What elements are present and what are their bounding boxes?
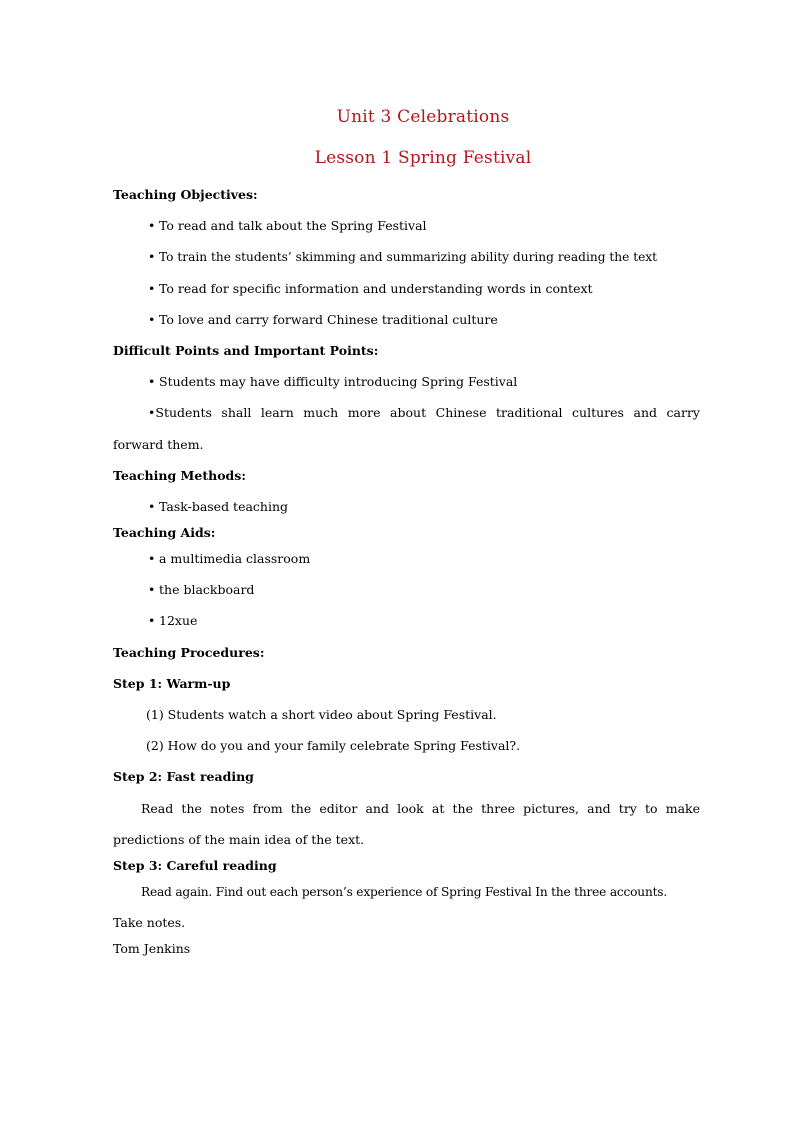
bullet-icon: •	[148, 499, 156, 514]
objectives-heading: Teaching Objectives:	[113, 187, 258, 202]
bullet-icon: •	[148, 405, 156, 420]
step1-heading: Step 1: Warm-up	[113, 676, 231, 691]
bullet-icon: •	[148, 281, 156, 296]
bullet-icon: •	[148, 218, 156, 233]
aid-item-text: 12xue	[159, 613, 198, 628]
step3-paragraph-line: Take notes.	[113, 915, 186, 930]
objective-item-text: To read for specific information and understanding words in context	[159, 281, 593, 296]
methods-heading: Teaching Methods:	[113, 468, 246, 483]
aid-item-text: a multimedia classroom	[159, 551, 311, 566]
step2-heading: Step 2: Fast reading	[113, 769, 254, 784]
step2-paragraph-line: Read the notes from the editor and look at the three pictures, and try to make	[141, 801, 700, 816]
bullet-icon: •	[148, 374, 156, 389]
difficult-item	[148, 403, 700, 423]
bullet-icon: •	[148, 582, 156, 597]
difficult-item-continuation: forward them.	[113, 437, 204, 452]
method-item	[148, 497, 288, 517]
procedures-heading: Teaching Procedures:	[113, 645, 265, 660]
document-title: Unit 3 Celebrations	[336, 107, 510, 127]
method-item-text: Task-based teaching	[159, 499, 289, 514]
bullet-icon: •	[148, 249, 156, 264]
step3-paragraph-line: Read again. Find out each person’s experience of Spring Festival In the three accounts.	[141, 885, 668, 899]
bullet-icon: •	[148, 613, 156, 628]
document-subtitle: Lesson 1 Spring Festival	[314, 148, 532, 168]
step3-paragraph-line: Tom Jenkins	[113, 941, 191, 956]
difficult-points-heading: Difficult Points and Important Points:	[113, 343, 379, 358]
difficult-item-text: Students may have difficulty introducing Spring Festival	[159, 374, 518, 389]
step1-item: (1) Students watch a short video about Spring Festival.	[146, 707, 497, 722]
objective-item-text: To read and talk about the Spring Festival	[159, 218, 427, 233]
objective-item	[148, 310, 498, 330]
bullet-icon: •	[148, 551, 156, 566]
objective-item	[148, 216, 427, 236]
step3-heading: Step 3: Careful reading	[113, 858, 277, 873]
objective-item	[148, 247, 657, 267]
objective-item-text: To love and carry forward Chinese traditional culture	[159, 312, 498, 327]
aid-item	[148, 549, 310, 569]
bullet-icon: •	[148, 312, 156, 327]
aids-heading: Teaching Aids:	[113, 525, 216, 540]
difficult-item	[148, 372, 517, 392]
aid-item-text: the blackboard	[159, 582, 255, 597]
aid-item	[148, 580, 254, 600]
step2-paragraph-line: predictions of the main idea of the text.	[113, 832, 365, 847]
step1-item: (2) How do you and your family celebrate Spring Festival?.	[146, 738, 521, 753]
aid-item	[148, 611, 197, 631]
difficult-item-text: Students shall learn much more about Chinese traditional cultures and carry	[155, 405, 700, 420]
objective-item-text: To train the students’ skimming and summarizing ability during reading the text	[159, 250, 658, 264]
objective-item	[148, 279, 593, 299]
